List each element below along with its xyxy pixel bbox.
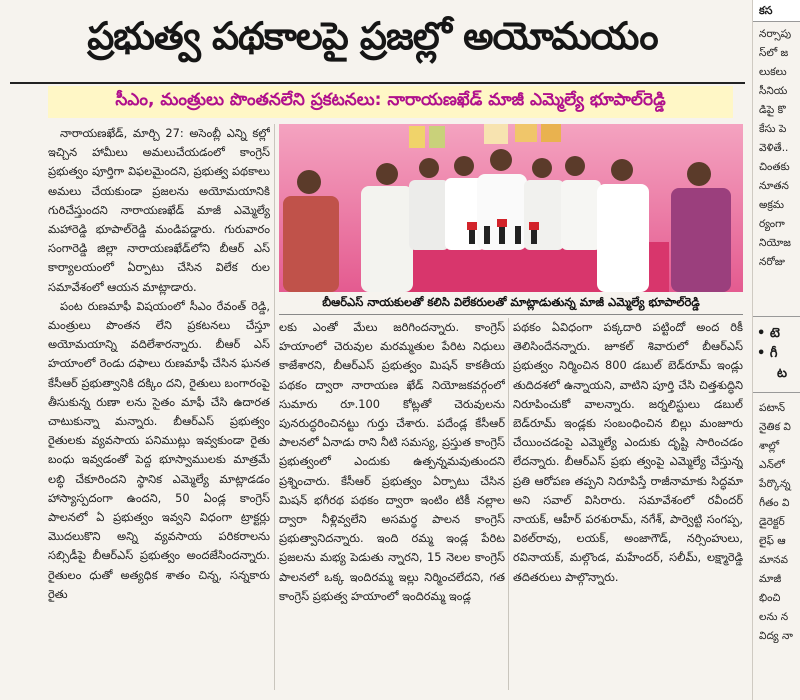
strip-bullet: • గీ (757, 346, 778, 361)
headline-rule (10, 82, 745, 84)
strip-line: శాల్లో (759, 440, 780, 452)
strip-line: పటాన్ (759, 402, 785, 414)
column-divider (508, 318, 509, 690)
strip-line: నర్సాపు (759, 28, 792, 40)
strip-line: గీతం వి (759, 497, 790, 509)
subheadline: సీఎం, మంత్రులు పొంతనలేని ప్రకటనలు: నారాయణఖేడ్ మాజీ ఎమ్మెల్యే భూపాల్‌రెడ్డి (48, 86, 733, 118)
strip-line: వెళితే.. (759, 142, 789, 154)
strip-line: నరోజు (759, 256, 785, 268)
adjacent-article-strip (752, 0, 800, 700)
strip-line: అక్రమ (759, 199, 784, 211)
strip-bullet: ట (777, 366, 788, 381)
strip-line: భించి (759, 592, 781, 604)
strip-rule (753, 392, 800, 393)
strip-line: పేర్కొన్న (759, 478, 791, 490)
strip-line: నియోజ (759, 237, 791, 249)
strip-line: లుకలు (759, 66, 787, 78)
strip-line: ఎన్‌లో (759, 459, 785, 471)
strip-bullet: • టె (757, 326, 780, 341)
paragraph: నారాయణఖేడ్, మార్చి 27: అసెంబ్లీ ఎన్ని కల్లో ఇచ్చిన హామీలు అమలుచేయడంలో కాంగ్రెస్ ప్రభుత్వం పూర్తిగా విఫలమైందని, ప్రభుత్వ పథకాలు అమలు చేయకుండా ప్రజలను అయోమయానికి గురిచేస్తుందని నారాయణఖేడ్ మాజీ ఎమ్మెల్యే మహారెడ్డి భూపాల్‌రెడ్డి మండిపడ్డారు. గురువారం సంగారెడ్డి జిల్లా నారాయణఖేడ్‌లోని బీఆర్ ఎస్ కార్యాలయంలో ఏర్పాటు చేసిన విలేక రుల సమావేశంలో ఆయన మాట్లాడారు. (48, 126, 270, 294)
article-column-3 (513, 318, 743, 690)
photo-caption: బీఆర్ఎస్ నాయకులతో కలిసి విలేకరులతో మాట్లాడుతున్న మాజీ ఎమ్మెల్యే భూపాల్‌రెడ్డి (322, 294, 700, 309)
photo-illustration (279, 124, 743, 292)
strip-line: లను న (759, 611, 789, 623)
strip-line: లైఫ్ ఆ (759, 535, 786, 547)
strip-line: డిపై కొ (759, 104, 786, 116)
strip-line: చింతకు (759, 161, 790, 173)
headline: ప్రభుత్వ పథకాలపై ప్రజల్లో అయోమయం (87, 14, 658, 58)
article-column-2 (279, 318, 505, 690)
strip-line: ర్యంగా (759, 218, 785, 230)
article-column-1 (48, 124, 270, 690)
strip-line: డైరెక్టర్ (759, 516, 785, 528)
strip-line: సీనియ (759, 85, 788, 97)
strip-line: నూతన (759, 180, 789, 192)
strip-line: విద్య నా (759, 630, 793, 642)
strip-line: మానవ (759, 554, 788, 566)
paragraph: పథకం ఏవిధంగా పక్కదారి పట్టిందో అంద రికీ తెలిసిందేనన్నారు. జూకల్ శివారులో బీఆర్ఎస్ ప్రభుత్వం నిర్మించిన 800 డబుల్ బెడ్‌రూమ్ ఇండ్లు తుదిదశలో ఉన్నాయని, వాటిని పూర్తి చేసి చిత్తశుద్ధిని నిరూపించుకో వాలన్నారు. జర్నలిస్టులు డబుల్ బెడ్‌రూమ్ ఇండ్లకు సంబంధించిన బిల్లు మంజూరు చేయించడంపై ఎమ్మెల్యే ఎందుకు దృష్టి సారించడం లేదన్నారు. బీఆర్ఎస్ ప్రభు త్వంపై ఎమ్మెల్యే చేస్తున్న ప్రతి ఆరోపణ తప్పని నిరూపిస్తే రాజీనామాకు సిద్ధమా అని సవాల్ విసిరారు. సమావేశంలో రవీందర్ నాయక్, ఆహీర్ పరశురామ్, నగేశ్, పార్వెట్టి సంగప్ప, విఠల్‌రావు, లయక్, అంజాగౌడ్, నర్సింహులు, రవినాయక్, మల్గొండ, మహేందర్, సలీమ్, లక్ష్మారెడ్డి తదితరులు పాల్గొన్నారు. (513, 320, 743, 584)
paragraph: పంట రుణమాఫీ విషయంలో సీఎం రేవంత్ రెడ్డి, మంత్రులు పొంతన లేని ప్రకటనలు చేస్తూ అయోమయాన్ని వదిలేశారన్నారు. బీఆర్ ఎస్ హయాంలో రెండు దఫాలు రుణమాఫీ చేసిన ఘనత కేసీఆర్ ప్రభుత్వానికి దక్కిం దని, రైతులు బంగారంపై తీసుకున్న రుణా లను సైతం మాఫీ చేసి ఉదారత చాటుకున్నా మన్నారు. బీఆర్ఎస్ ప్రభుత్వం రైతులకు వ్యవసాయ పనిముట్లు ఇవ్వకుండా రైతు బంధు ఇవ్వడంతో పెద్ద భూస్వాములకు మాత్రమే లబ్ధి చేకూరిందని స్థానిక ఎమ్మెల్యే మాట్లాడడం హాస్యాస్పదంగా ఉందని, 50 ఏండ్ల కాంగ్రెస్ పాలనలో ఏ ప్రభుత్వం ఇవ్వని విధంగా ట్రాక్టర్లు మొదలుకొని అన్ని వ్యవసాయ పరికరాలను సబ్సిడీపై బీఆర్ఎస్ ప్రభుత్వం అందజేసిందన్నారు. రైతులం ధుతో అత్యధిక శాతం చిన్న, సన్నకారు రైతు (48, 298, 270, 601)
paragraph: లకు ఎంతో మేలు జరిగిందన్నారు. కాంగ్రెస్ హయాంలో చెరువుల మరమ్మతుల పేరిట నిధులు కాజేశారని, బీఆర్ఎస్ ప్రభుత్వం మిషన్ కాకతీయ పథకం ద్వారా నారాయణ ఖేడ్ నియోజకవర్గంలో సుమారు రూ.100 కోట్లతో చెరువులను పునరుద్ధరించినట్టు గుర్తు చేశారు. పదేండ్ల కేసీఆర్ పాలనలో ఏనాడు రాని నీటి సమస్య, ప్రస్తుత కాంగ్రెస్ ప్రభుత్వంలో ఎందుకు ఉత్పన్నమవుతుందని ప్రశ్నించారు. కేసీఆర్ ప్రభుత్వం ఏర్పాటు చేసిన మిషన్ భగీరథ పథకం ద్వారా ఇంటిం టికీ నల్లాల ద్వారా నీళ్లివ్వలేని అసమర్థ పాలన కాంగ్రెస్ ప్రభుత్వానిదన్నారు. ఇంది రమ్మ ఇండ్ల పేరిట ప్రజలను మభ్య పెడుతు న్నారని, 15 నెలల కాంగ్రెస్ పాలనలో ఒక్క ఇందిరమ్మ ఇల్లు నిర్మించలేదని, గత కాంగ్రెస్ ప్రభుత్వ హయాంలో ఇందిరమ్మ ఇండ్ల (279, 320, 505, 603)
strip-rule (753, 316, 800, 317)
strip-line: నైతిక వి (759, 421, 791, 433)
adjacent-headline-fragment: కస (753, 0, 800, 22)
column-divider (274, 124, 275, 690)
caption-rule (279, 314, 743, 315)
strip-line: మాజీ (759, 573, 782, 585)
press-meet-photo (279, 124, 743, 292)
strip-line: స్‌లో జ (759, 47, 789, 59)
strip-line: కేసు పె (759, 123, 787, 135)
